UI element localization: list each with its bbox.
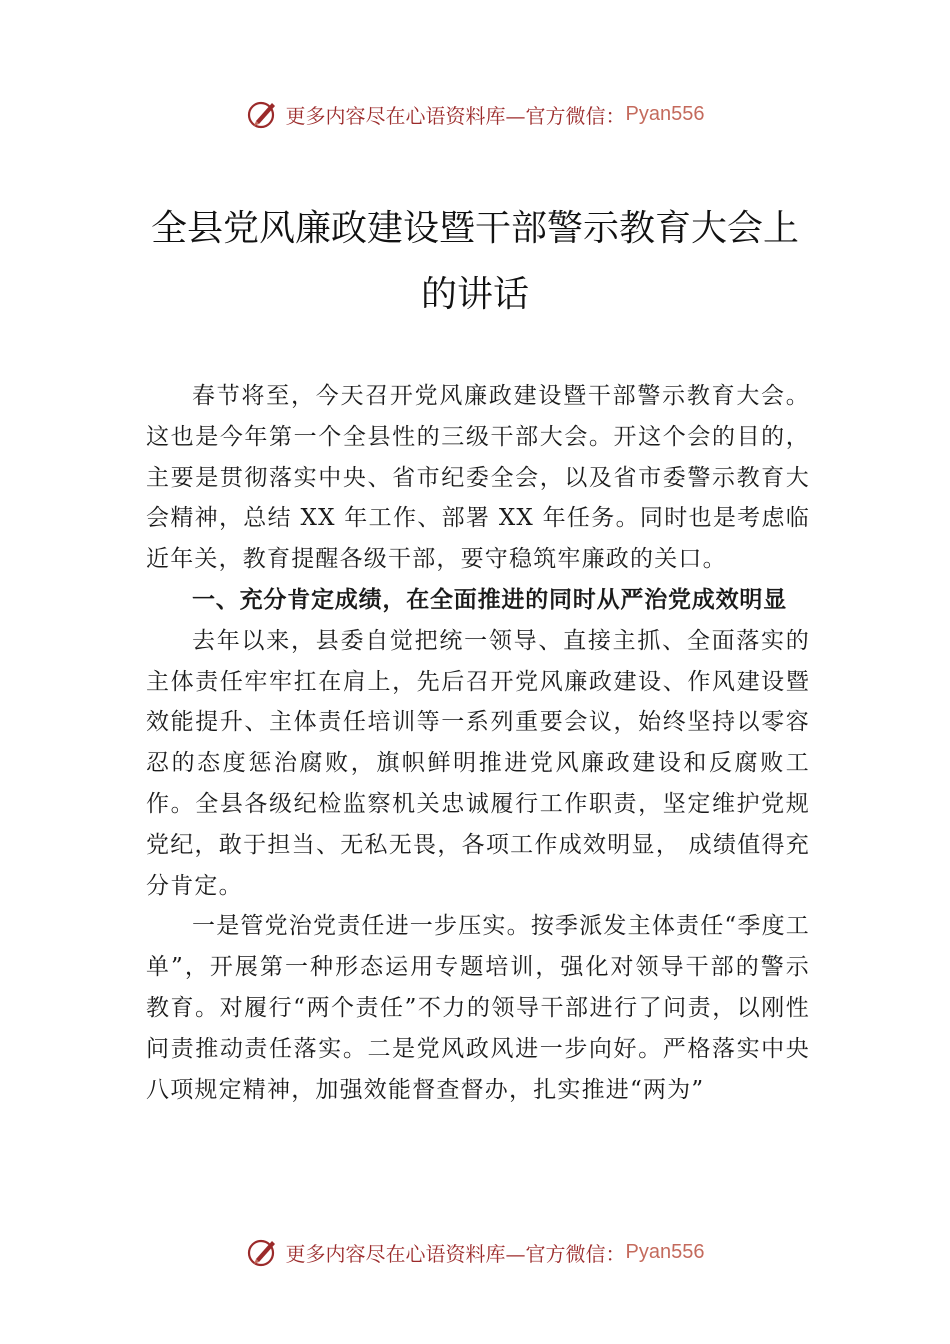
- paragraph-intro: 春节将至，今天召开党风廉政建设暨干部警示教育大会。这也是今年第一个全县性的三级干部大会。开这个会的目的，主要是贯彻落实中央、省市纪委全会，以及省市委警示教育大会精神，总结 XX 年工作、部署 XX 年任务。同时也是考虑临近年关，教育提醒各级干部，要守稳筑牢廉政的关口。: [146, 383, 810, 573]
- watermark-wechat-id: Pyan556: [625, 102, 705, 125]
- pen-logo-icon: [246, 1235, 280, 1269]
- document-body: [146, 376, 810, 1110]
- watermark-footer: [0, 1232, 950, 1272]
- title-line-2: 的讲话: [420, 274, 529, 315]
- document-title: [0, 196, 950, 328]
- pen-logo-icon: [246, 97, 280, 131]
- paragraph-details: 一是管党治党责任进一步压实。按季派发主体责任“季度工单”，开展第一种形态运用专题培训，强化对领导干部的警示教育。对履行“两个责任”不力的领导干部进行了问责，以刚性问责推动责任落实。二是党风政风进一步向好。严格落实中央八项规定精神，加强效能督查督办，扎实推进“两为”: [146, 913, 810, 1103]
- title-line-1: 全县党风廉政建设暨干部警示教育大会上: [150, 208, 799, 249]
- paragraph-achievements: 去年以来，县委自觉把统一领导、直接主抓、全面落实的主体责任牢牢扛在肩上，先后召开党风廉政建设、作风建设暨效能提升、主体责任培训等一系列重要会议，始终坚持以零容忍的态度惩治腐败，旗帜鲜明推进党风廉政建设和反腐败工作。全县各级纪检监察机关忠诚履行工作职责，坚定维护党规党纪，敢于担当、无私无畏，各项工作成效明显， 成绩值得充分肯定。: [146, 627, 810, 899]
- watermark-header: [0, 94, 950, 134]
- section-heading-1: 一、充分肯定成绩，在全面推进的同时从严治党成效明显: [192, 586, 787, 613]
- watermark-text: 更多内容尽在心语资料库—官方微信：: [285, 1241, 626, 1266]
- watermark-text: 更多内容尽在心语资料库—官方微信：: [285, 103, 626, 128]
- watermark-wechat-id: Pyan556: [625, 1240, 705, 1263]
